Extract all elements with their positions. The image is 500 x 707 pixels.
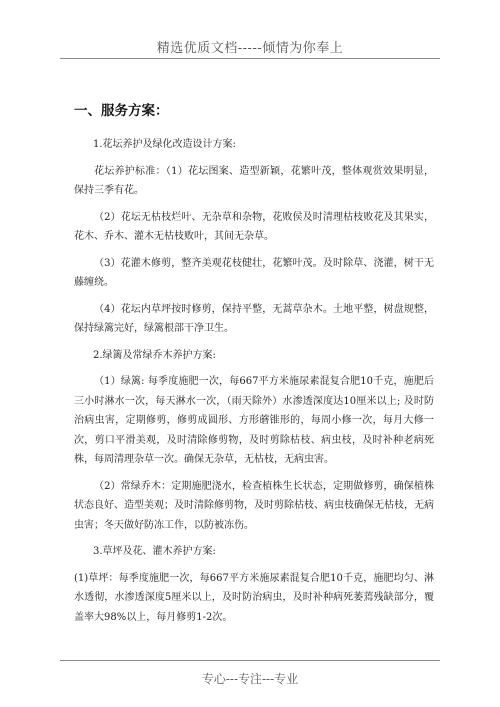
document-body [74,102,434,634]
paragraph: （4）花坛内草坪按时修剪，保持平整，无蒿草杂木。土地平整，树盘规整，保持绿篱完好，绿篱根部干净卫生。 [74,303,434,334]
subheading-hedge: 2.绿篱及常绿乔木养护方案: [93,349,216,361]
subheading-lawn: 3.草坪及花、灌木养护方案: [93,546,216,557]
paragraph: （3）花灌木修剪，整齐美观花枝健壮，花繁叶茂。及时除草、浇灌，树干无藤缠绕。 [74,257,434,288]
paragraph: （1）绿篱: 每季度施肥一次，每667平方米施尿素混复合肥10千克，施肥后三小时淋水一次，每天淋水一次，（雨天除外）水渗透深度达10厘米以上; 及时防治病虫害，定期修剪，修剪成圆形、方形蘑锥形的，每周小修一次，每月大修一次，剪口平滑美观，及时清除修剪物，及时剪除枯枝、病虫枝，及时补种老病死株，每周清理杂草一次。确保无杂草，无枯枝，无病虫害。 [74,376,434,465]
section-title: 一、服务方案： [74,103,169,119]
page-footer: 专心---专注---专业 [201,672,299,686]
header-divider [60,58,440,59]
paragraph: (1)草坪：每季度施肥一次，每667平方米施尿素混复合肥10千克，施肥均匀、淋水透彻，水渗透深度5厘米以上，及时防治病虫，及时补种病死萎蔫残缺部分，覆盖率大98%以上，每月修剪1-2次。 [74,572,434,623]
subheading-flowerbed: 1.花坛养护及绿化改造设计方案: [93,139,236,150]
paragraph: 花坛养护标准：（1）花坛图案、造型新颖，花繁叶茂，整体观赏效果明显，保持三季有花。 [74,165,434,196]
page-header: 精选优质文档-----倾情为你奉上 [156,41,344,56]
footer-divider [60,660,440,661]
paragraph: （2）常绿乔木：定期施肥浇水，检查植株生长状态，定期做修剪，确保植株状态良好、造型美观；及时清除修剪物，及时剪除枯枝、病虫枝确保无枯枝，无病虫害；冬天做好防冻工作，以防被冻伤。 [74,480,434,531]
paragraph: （2）花坛无枯枝烂叶、无杂草和杂物，花败侯及时清理枯枝败花及其果实，花木、乔木、灌木无枯枝败叶，其间无杂草。 [74,211,434,242]
